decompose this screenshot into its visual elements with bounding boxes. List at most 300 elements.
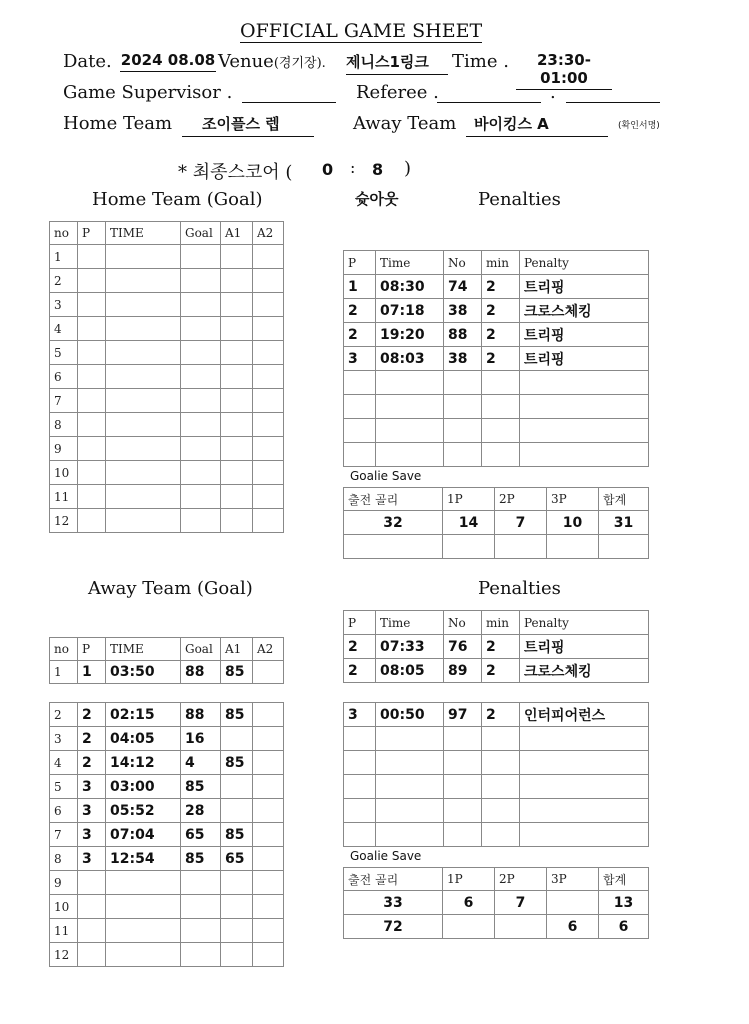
home-goal-row-cell[interactable]	[221, 485, 253, 509]
away-penalty-row-cell[interactable]: 2	[482, 703, 520, 727]
referee-field-2[interactable]	[566, 82, 660, 103]
away-goalie-row-cell[interactable]: 6	[443, 891, 495, 915]
home-goal-row-cell[interactable]	[106, 269, 181, 293]
away-penalty-row-cell[interactable]	[444, 751, 482, 775]
home-goalie-row-cell[interactable]: 32	[344, 511, 443, 535]
away-penalty-row-cell[interactable]	[344, 799, 376, 823]
away-goalie-row-cell[interactable]: 33	[344, 891, 443, 915]
home-goal-row	[50, 413, 284, 437]
away-penalty-row-cell[interactable]: 3	[344, 703, 376, 727]
home-goal-row-cell[interactable]	[253, 365, 284, 389]
home-penalty-row-cell[interactable]	[482, 419, 520, 443]
home-goal-row-cell[interactable]: 3	[50, 293, 78, 317]
home-penalty-row-cell[interactable]: 1	[344, 275, 376, 299]
home-penalty-row-cell[interactable]: 2	[344, 299, 376, 323]
away-penalty-header-row-cell[interactable]: min	[482, 611, 520, 635]
away-goal-row-cell[interactable]	[253, 775, 284, 799]
away-goal-row-cell[interactable]: 3	[78, 775, 106, 799]
away-penalty-header-row-cell[interactable]: No	[444, 611, 482, 635]
away-goal-row-cell[interactable]: 85	[221, 703, 253, 727]
home-penalty-row-cell[interactable]: 2	[482, 299, 520, 323]
home-penalty-row-cell[interactable]: 2	[344, 323, 376, 347]
away-penalty-row-cell[interactable]	[344, 823, 376, 847]
home-goal-row-cell[interactable]	[253, 389, 284, 413]
away-goal-header-row-cell[interactable]: no	[50, 638, 78, 661]
away-goal-row-cell[interactable]	[181, 943, 221, 967]
away-goal-header-row-cell[interactable]: TIME	[106, 638, 181, 661]
away-goalie-row-cell[interactable]: 6	[547, 915, 599, 939]
home-penalty-row-cell[interactable]: 07:18	[376, 299, 444, 323]
home-goal-header-row-cell[interactable]: Goal	[181, 222, 221, 245]
home-goal-row-cell[interactable]: 9	[50, 437, 78, 461]
away-goalie-row-cell[interactable]: 13	[599, 891, 649, 915]
away-goal-row-cell[interactable]	[253, 871, 284, 895]
home-goalie-row-cell[interactable]: 31	[599, 511, 649, 535]
home-team-field[interactable]: 조이플스 렙	[182, 113, 314, 137]
home-goal-header-row-cell[interactable]: P	[78, 222, 106, 245]
home-goal-row-cell[interactable]	[78, 509, 106, 533]
home-goalie-header-row-cell[interactable]: 합계	[599, 488, 649, 511]
away-goal-row-cell[interactable]: 85	[221, 823, 253, 847]
away-penalty-row-cell[interactable]	[520, 799, 649, 823]
home-penalty-row-cell[interactable]	[482, 443, 520, 467]
home-penalty-row-cell[interactable]: 2	[482, 323, 520, 347]
home-goal-row-cell[interactable]	[253, 317, 284, 341]
away-goal-row-cell[interactable]	[253, 727, 284, 751]
home-goalie-row-cell[interactable]	[547, 535, 599, 559]
home-goal-row-cell[interactable]	[181, 341, 221, 365]
home-goal-row-cell[interactable]	[106, 365, 181, 389]
home-goal-row-cell[interactable]	[181, 509, 221, 533]
away-penalty-row-cell[interactable]: 07:33	[376, 635, 444, 659]
home-goalie-row-cell[interactable]	[443, 535, 495, 559]
away-penalty-row-cell[interactable]	[376, 727, 444, 751]
home-goal-row-cell[interactable]	[221, 269, 253, 293]
away-penalty-row-cell[interactable]	[344, 727, 376, 751]
home-penalty-row-cell[interactable]	[344, 419, 376, 443]
away-goal-row-cell[interactable]	[221, 799, 253, 823]
away-goal-header-row-cell[interactable]: P	[78, 638, 106, 661]
home-goal-header-row-cell[interactable]: A1	[221, 222, 253, 245]
away-penalty-row-cell[interactable]	[444, 823, 482, 847]
away-penalty-row	[344, 751, 649, 775]
away-goal-row-cell[interactable]: 9	[50, 871, 78, 895]
home-goalie-row-cell[interactable]: 14	[443, 511, 495, 535]
home-penalty-row-cell[interactable]	[520, 443, 649, 467]
home-goal-row-cell[interactable]	[221, 341, 253, 365]
away-penalty-row-cell[interactable]: 76	[444, 635, 482, 659]
home-goal-row-cell[interactable]	[78, 365, 106, 389]
away-goalie-row-cell[interactable]: 7	[495, 891, 547, 915]
away-penalty-row-cell[interactable]: 트리핑	[520, 635, 649, 659]
supervisor-field[interactable]	[242, 82, 336, 103]
away-goal-row-cell[interactable]	[181, 919, 221, 943]
home-goal-row-cell[interactable]	[181, 269, 221, 293]
home-goal-row-cell[interactable]	[253, 461, 284, 485]
home-penalty-row-cell[interactable]	[444, 371, 482, 395]
away-goal-row-cell[interactable]: 88	[181, 703, 221, 727]
time-field[interactable]: 23:30-01:00	[516, 51, 612, 90]
away-goal-row-cell[interactable]	[253, 847, 284, 871]
home-goal-row-cell[interactable]	[253, 293, 284, 317]
home-goal-row-cell[interactable]	[221, 461, 253, 485]
away-goal-row-cell[interactable]: 7	[50, 823, 78, 847]
home-goalie-header-row-cell[interactable]: 3P	[547, 488, 599, 511]
home-goal-header-row-cell[interactable]: no	[50, 222, 78, 245]
away-penalty-row-cell[interactable]	[482, 727, 520, 751]
home-goal-row-cell[interactable]	[106, 317, 181, 341]
home-goal-row-cell[interactable]	[78, 245, 106, 269]
home-goal-row-cell[interactable]	[253, 437, 284, 461]
home-goal-row-cell[interactable]: 4	[50, 317, 78, 341]
home-goalie-header-row-cell[interactable]: 출전 골리	[344, 488, 443, 511]
home-goal-row-cell[interactable]	[78, 389, 106, 413]
away-penalty-row-cell[interactable]	[344, 751, 376, 775]
home-goal-row-cell[interactable]	[106, 485, 181, 509]
away-goal-row-cell[interactable]	[253, 751, 284, 775]
away-goalie-header-row-cell[interactable]: 합계	[599, 868, 649, 891]
home-goal-header-row-cell[interactable]: TIME	[106, 222, 181, 245]
home-goal-row-cell[interactable]	[253, 413, 284, 437]
away-goal-row-cell[interactable]	[253, 823, 284, 847]
home-goal-row-cell[interactable]	[253, 341, 284, 365]
away-goal-row-cell[interactable]	[221, 919, 253, 943]
away-goalie-row-cell[interactable]	[547, 891, 599, 915]
home-goal-row-cell[interactable]	[78, 413, 106, 437]
away-goal-row-cell[interactable]: 16	[181, 727, 221, 751]
home-goal-row-cell[interactable]	[78, 437, 106, 461]
home-penalty-row-cell[interactable]	[520, 371, 649, 395]
away-penalty-row-cell[interactable]	[520, 727, 649, 751]
away-goal-row-cell[interactable]: 1	[78, 661, 106, 684]
date-field[interactable]: 2024 08.08	[120, 51, 216, 72]
home-penalty-row-cell[interactable]	[376, 419, 444, 443]
home-goal-row-cell[interactable]: 8	[50, 413, 78, 437]
away-penalty-row-cell[interactable]: 08:05	[376, 659, 444, 683]
home-goal-row-cell[interactable]	[221, 245, 253, 269]
home-penalty-row	[344, 347, 649, 371]
away-goal-row-cell[interactable]: 12:54	[106, 847, 181, 871]
home-penalty-header-row-cell[interactable]: Penalty	[520, 251, 649, 275]
home-goalie-header-row-cell[interactable]: 2P	[495, 488, 547, 511]
away-goal-row-cell[interactable]	[181, 895, 221, 919]
away-goal-row-cell[interactable]: 3	[50, 727, 78, 751]
away-goalie-title: Goalie Save	[350, 849, 422, 863]
away-penalty-row-cell[interactable]	[520, 775, 649, 799]
home-goal-row-cell[interactable]	[253, 269, 284, 293]
away-goalie-row-cell[interactable]: 6	[599, 915, 649, 939]
home-penalty-row-cell[interactable]: 3	[344, 347, 376, 371]
home-goal-row-cell[interactable]	[78, 461, 106, 485]
away-goal-row-cell[interactable]	[221, 895, 253, 919]
away-goal-row-cell[interactable]: 3	[78, 823, 106, 847]
away-goal-row-cell[interactable]	[253, 943, 284, 967]
away-goal-row-cell[interactable]: 6	[50, 799, 78, 823]
home-goal-row-cell[interactable]	[78, 269, 106, 293]
away-penalty-row-cell[interactable]: 00:50	[376, 703, 444, 727]
away-goal-row	[50, 847, 284, 871]
home-goal-row-cell[interactable]: 11	[50, 485, 78, 509]
home-goal-row-cell[interactable]	[106, 437, 181, 461]
away-goal-row-cell[interactable]: 85	[181, 775, 221, 799]
away-penalty-row-cell[interactable]: 2	[482, 659, 520, 683]
home-goal-row-cell[interactable]	[106, 341, 181, 365]
home-penalty-row-cell[interactable]: 19:20	[376, 323, 444, 347]
home-penalty-header-row-cell[interactable]: min	[482, 251, 520, 275]
away-goal-row-cell[interactable]: 65	[181, 823, 221, 847]
home-goal-row-cell[interactable]	[78, 341, 106, 365]
away-goal-row-cell[interactable]	[221, 871, 253, 895]
away-goal-row-cell[interactable]: 5	[50, 775, 78, 799]
away-penalty-row	[344, 775, 649, 799]
away-goal-row-cell[interactable]	[78, 871, 106, 895]
away-penalty-row-cell[interactable]	[482, 823, 520, 847]
home-goal-row-cell[interactable]: 5	[50, 341, 78, 365]
home-penalty-row-cell[interactable]: 2	[482, 347, 520, 371]
home-penalty-row-cell[interactable]: 트리핑	[520, 275, 649, 299]
home-penalty-row-cell[interactable]	[376, 371, 444, 395]
home-goal-row-cell[interactable]	[221, 413, 253, 437]
away-penalty-header-row-cell[interactable]: P	[344, 611, 376, 635]
away-penalty-row-cell[interactable]: 인터피어런스	[520, 703, 649, 727]
home-penalty-row-cell[interactable]: 08:03	[376, 347, 444, 371]
home-penalty-row-cell[interactable]	[344, 371, 376, 395]
home-goal-row-cell[interactable]	[106, 413, 181, 437]
home-penalty-row-cell[interactable]	[444, 443, 482, 467]
away-goal-row-cell[interactable]: 2	[78, 727, 106, 751]
away-goal-row-cell[interactable]: 65	[221, 847, 253, 871]
home-goalie-header-row-cell[interactable]: 1P	[443, 488, 495, 511]
away-goal-row-cell[interactable]: 3	[78, 799, 106, 823]
away-goal-row-cell[interactable]	[221, 943, 253, 967]
away-penalty-row-cell[interactable]	[482, 751, 520, 775]
away-goal-row-cell[interactable]: 04:05	[106, 727, 181, 751]
home-goal-row-cell[interactable]	[181, 365, 221, 389]
away-penalty-row-cell[interactable]	[520, 751, 649, 775]
away-goal-row-cell[interactable]: 07:04	[106, 823, 181, 847]
away-goal-row-cell[interactable]	[106, 919, 181, 943]
home-goal-row-cell[interactable]: 10	[50, 461, 78, 485]
home-penalty-row-cell[interactable]	[482, 395, 520, 419]
away-goalie-header-row-cell[interactable]: 1P	[443, 868, 495, 891]
away-goalie-row-cell[interactable]: 72	[344, 915, 443, 939]
home-goal-row-cell[interactable]: 1	[50, 245, 78, 269]
away-goalie-header-row-cell[interactable]: 출전 골리	[344, 868, 443, 891]
away-goal-row-cell[interactable]: 3	[78, 847, 106, 871]
home-goalie-row-cell[interactable]	[344, 535, 443, 559]
home-penalty-row-cell[interactable]: 트리핑	[520, 323, 649, 347]
away-goal-row-cell[interactable]: 4	[50, 751, 78, 775]
home-goal-table	[49, 221, 284, 533]
home-goal-row-cell[interactable]	[181, 293, 221, 317]
away-goal-row-cell[interactable]	[253, 661, 284, 684]
away-penalty-row-cell[interactable]: 2	[344, 659, 376, 683]
home-goal-row-cell[interactable]	[181, 437, 221, 461]
home-goal-row-cell[interactable]	[78, 293, 106, 317]
away-penalty-row-cell[interactable]: 크로스체킹	[520, 659, 649, 683]
away-goalie-header-row-cell[interactable]: 3P	[547, 868, 599, 891]
home-goal-row-cell[interactable]	[181, 485, 221, 509]
away-goal-row-cell[interactable]	[106, 943, 181, 967]
home-penalties-table	[343, 250, 649, 467]
away-goal-row-cell[interactable]: 85	[221, 661, 253, 684]
home-penalty-row-cell[interactable]	[444, 395, 482, 419]
home-goal-row-cell[interactable]	[253, 245, 284, 269]
away-penalty-row-cell[interactable]: 2	[344, 635, 376, 659]
away-goal-row-cell[interactable]	[181, 871, 221, 895]
away-goal-table-bottom	[49, 702, 284, 967]
home-penalty-header-row-cell[interactable]: Time	[376, 251, 444, 275]
home-penalty-row-cell[interactable]: 크로스체킹	[520, 299, 649, 323]
home-penalty-row-cell[interactable]	[344, 395, 376, 419]
away-penalty-row-cell[interactable]	[444, 727, 482, 751]
away-goalie-header-row-cell[interactable]: 2P	[495, 868, 547, 891]
away-goalie-row-cell[interactable]	[495, 915, 547, 939]
home-penalty-row-cell[interactable]	[444, 419, 482, 443]
away-goal-row-cell[interactable]	[78, 943, 106, 967]
away-goal-row-cell[interactable]	[78, 895, 106, 919]
away-penalty-header-row-cell[interactable]: Penalty	[520, 611, 649, 635]
home-goal-row-cell[interactable]	[181, 413, 221, 437]
home-goal-row-cell[interactable]	[221, 389, 253, 413]
final-score-home: 0	[322, 160, 334, 179]
home-goal-row-cell[interactable]	[221, 437, 253, 461]
home-goalie-row-cell[interactable]: 7	[495, 511, 547, 535]
away-goal-row	[50, 703, 284, 727]
away-goal-row-cell[interactable]: 8	[50, 847, 78, 871]
home-goal-row-cell[interactable]	[253, 509, 284, 533]
away-goal-row-cell[interactable]	[221, 727, 253, 751]
home-goalie-row-cell[interactable]	[599, 535, 649, 559]
home-goal-row-cell[interactable]	[106, 245, 181, 269]
away-goal-row-cell[interactable]: 03:50	[106, 661, 181, 684]
final-score-sep: :	[350, 158, 356, 177]
home-penalty-row-cell[interactable]: 74	[444, 275, 482, 299]
home-penalty-row-cell[interactable]	[376, 395, 444, 419]
home-goal-row-cell[interactable]: 12	[50, 509, 78, 533]
away-penalty-row-cell[interactable]	[376, 775, 444, 799]
away-penalty-row-cell[interactable]	[376, 799, 444, 823]
away-goal-row-cell[interactable]: 2	[50, 703, 78, 727]
home-goal-row-cell[interactable]	[221, 293, 253, 317]
away-goalie-row-cell[interactable]	[443, 915, 495, 939]
home-goal-row-cell[interactable]	[106, 389, 181, 413]
home-goalie-row-cell[interactable]: 10	[547, 511, 599, 535]
home-penalty-header-row-cell[interactable]: P	[344, 251, 376, 275]
away-goal-row-cell[interactable]: 03:00	[106, 775, 181, 799]
home-goal-row-cell[interactable]	[181, 461, 221, 485]
home-goal-row-cell[interactable]	[78, 317, 106, 341]
home-penalty-row-cell[interactable]: 2	[482, 275, 520, 299]
home-penalty-row-cell[interactable]	[482, 371, 520, 395]
away-goal-row-cell[interactable]: 85	[221, 751, 253, 775]
home-penalty-row	[344, 395, 649, 419]
home-penalty-row-cell[interactable]	[520, 395, 649, 419]
away-goal-row-cell[interactable]	[78, 919, 106, 943]
home-penalty-row-cell[interactable]	[376, 443, 444, 467]
home-penalty-row-cell[interactable]: 88	[444, 323, 482, 347]
home-penalty-row-cell[interactable]	[520, 419, 649, 443]
away-penalty-row-cell[interactable]	[444, 799, 482, 823]
away-team-field[interactable]: 바이킹스 A	[466, 113, 608, 137]
home-penalty-row-cell[interactable]: 38	[444, 299, 482, 323]
away-penalty-header-row-cell[interactable]: Time	[376, 611, 444, 635]
home-goalie-row-cell[interactable]	[495, 535, 547, 559]
away-penalty-row-cell[interactable]: 97	[444, 703, 482, 727]
home-penalty-row-cell[interactable]: 38	[444, 347, 482, 371]
home-goal-row-cell[interactable]	[181, 245, 221, 269]
away-goal-row-cell[interactable]	[253, 703, 284, 727]
home-goal-header-row-cell[interactable]: A2	[253, 222, 284, 245]
away-goal-row	[50, 919, 284, 943]
home-goal-row-cell[interactable]: 6	[50, 365, 78, 389]
away-penalty-row-cell[interactable]	[520, 823, 649, 847]
away-goal-row-cell[interactable]	[106, 871, 181, 895]
home-goal-row-cell[interactable]	[181, 317, 221, 341]
home-goal-row-cell[interactable]	[78, 485, 106, 509]
venue-field[interactable]: 제니스1링크	[346, 51, 448, 75]
home-goal-row-cell[interactable]	[106, 461, 181, 485]
away-goal-row-cell[interactable]: 10	[50, 895, 78, 919]
away-goal-row-cell[interactable]	[253, 895, 284, 919]
home-goal-row-cell[interactable]: 2	[50, 269, 78, 293]
away-goal-row-cell[interactable]: 11	[50, 919, 78, 943]
away-goal-header-row-cell[interactable]: Goal	[181, 638, 221, 661]
away-goal-row-cell[interactable]: 14:12	[106, 751, 181, 775]
away-penalty-row	[344, 727, 649, 751]
home-penalty-row-cell[interactable]	[344, 443, 376, 467]
away-goal-row-cell[interactable]: 05:52	[106, 799, 181, 823]
home-goal-row-cell[interactable]	[253, 485, 284, 509]
home-goal-row-cell[interactable]	[181, 389, 221, 413]
away-penalty-row-cell[interactable]: 89	[444, 659, 482, 683]
referee-field-1[interactable]	[437, 82, 541, 103]
away-goal-row-cell[interactable]	[221, 775, 253, 799]
home-penalty-row-cell[interactable]: 트리핑	[520, 347, 649, 371]
home-goal-row-cell[interactable]	[221, 509, 253, 533]
away-goal-header-row-cell[interactable]: A1	[221, 638, 253, 661]
away-goal-row-cell[interactable]: 28	[181, 799, 221, 823]
away-goal-row-cell[interactable]: 1	[50, 661, 78, 684]
away-goal-row-cell[interactable]	[253, 919, 284, 943]
away-goal-row-cell[interactable]: 88	[181, 661, 221, 684]
away-penalty-row-cell[interactable]: 2	[482, 635, 520, 659]
away-penalty-row-cell[interactable]	[344, 775, 376, 799]
home-goal-row-cell[interactable]	[106, 293, 181, 317]
away-goal-row-cell[interactable]: 4	[181, 751, 221, 775]
away-goal-row-cell[interactable]	[106, 895, 181, 919]
away-goal-row-cell[interactable]: 12	[50, 943, 78, 967]
away-goal-row-cell[interactable]	[253, 799, 284, 823]
home-penalty-row-cell[interactable]: 08:30	[376, 275, 444, 299]
away-penalty-row-cell[interactable]	[376, 751, 444, 775]
away-penalty-row-cell[interactable]	[444, 775, 482, 799]
home-goal-row-cell[interactable]	[106, 509, 181, 533]
home-goal-row-cell[interactable]	[221, 317, 253, 341]
away-goal-row-cell[interactable]: 02:15	[106, 703, 181, 727]
home-goal-row-cell[interactable]: 7	[50, 389, 78, 413]
away-goal-row	[50, 943, 284, 967]
home-penalty-header-row-cell[interactable]: No	[444, 251, 482, 275]
away-penalty-row-cell[interactable]	[482, 799, 520, 823]
away-penalty-row-cell[interactable]	[376, 823, 444, 847]
home-goal-row-cell[interactable]	[221, 365, 253, 389]
away-goal-row-cell[interactable]: 2	[78, 703, 106, 727]
away-goal-row-cell[interactable]: 85	[181, 847, 221, 871]
away-goal-row-cell[interactable]: 2	[78, 751, 106, 775]
away-goal-header-row-cell[interactable]: A2	[253, 638, 284, 661]
away-penalty-row-cell[interactable]	[482, 775, 520, 799]
